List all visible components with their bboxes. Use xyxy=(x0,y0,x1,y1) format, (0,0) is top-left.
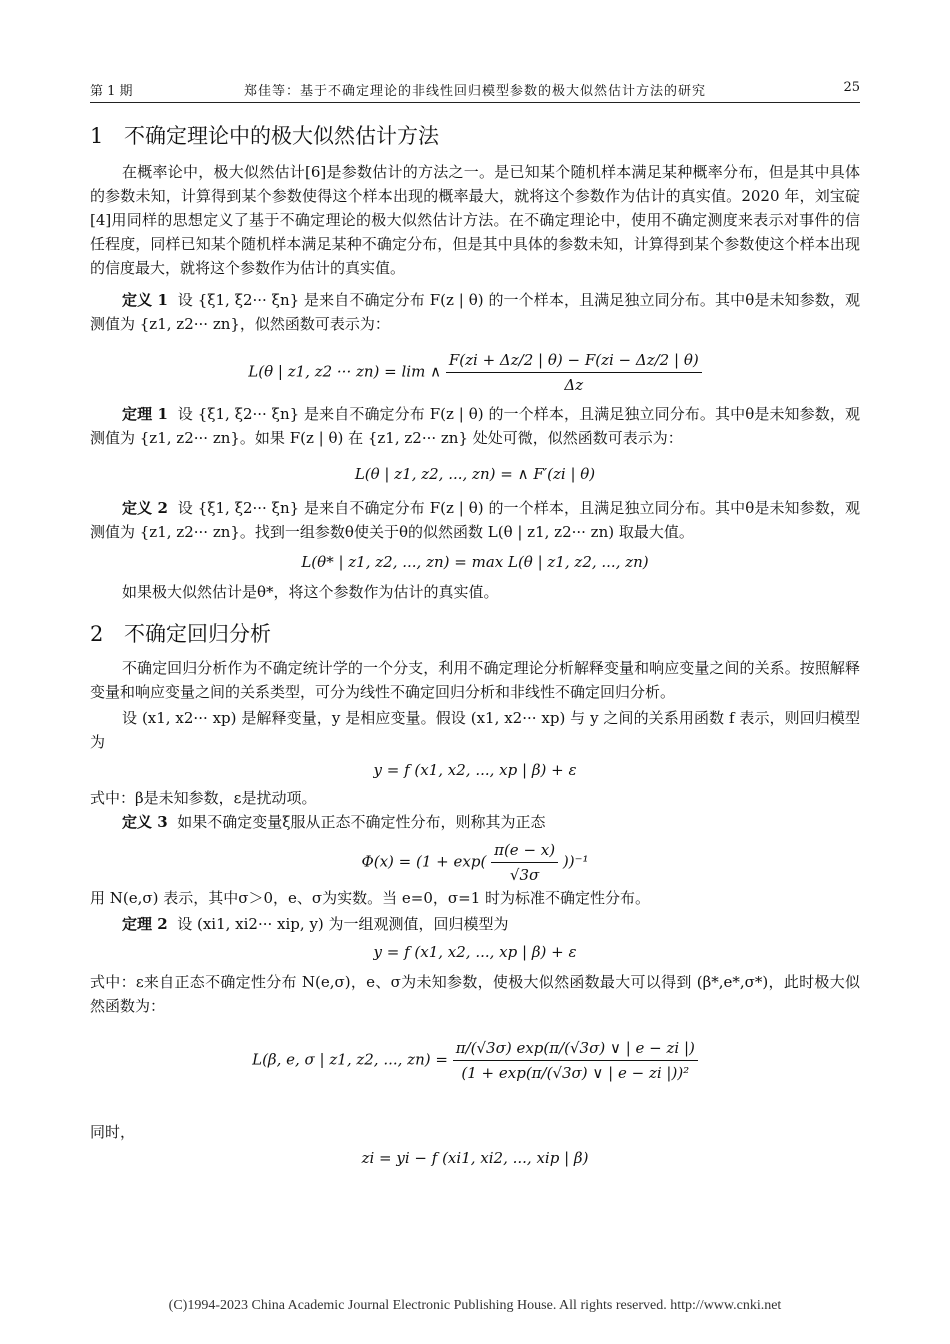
page-number: 25 xyxy=(843,80,860,95)
paragraph: 不确定回归分析作为不确定统计学的一个分支，利用不确定理论分析解释变量和响应变量之间的关系。按照解释变量和响应变量之间的关系类型，可分为线性不确定回归分析和非线性不确定回归分析。 xyxy=(90,659,860,701)
definition-label: 定义 2 xyxy=(122,499,168,517)
header-rule xyxy=(90,102,860,103)
definition-label: 定义 3 xyxy=(122,813,168,831)
section-2-heading xyxy=(90,618,271,648)
section-title: 不确定理论中的极大似然估计方法 xyxy=(124,124,439,148)
fraction xyxy=(491,838,558,887)
section-number: 1 xyxy=(90,124,104,148)
numerator: π/(√3σ) exp(π/(√3σ) ∨ | e − zi |) xyxy=(453,1036,698,1061)
equation-1 xyxy=(90,348,860,397)
equation-7 xyxy=(90,1036,860,1085)
equation-lhs: Φ(x) = (1 + exp( xyxy=(361,852,487,871)
definition-text: 设 {ξ1, ξ2··· ξn} 是来自不确定分布 F(z | θ) 的一个样本，且满足独立同分布。其中θ是未知参数，观测值为 {z1, z2··· zn}，似然函数可表示为： xyxy=(90,291,860,333)
equation-2: L(θ | z1, z2, ..., zn) = ∧ F′(zi | θ) xyxy=(354,465,596,483)
equation-4: y = f (x1, x2, ..., xp | β) + ε xyxy=(373,761,577,779)
definition-3 xyxy=(90,810,860,834)
equation-8: zi = yi − f (xi1, xi2, ..., xip | β) xyxy=(361,1149,589,1167)
denominator: Δz xyxy=(564,376,584,394)
running-header xyxy=(90,80,860,100)
theorem-2 xyxy=(90,912,860,936)
copyright-footer: (C)1994-2023 China Academic Journal Electronic Publishing House. All rights reserved. http://www.cnki.net xyxy=(168,1298,782,1313)
theorem-text: 设 {ξ1, ξ2··· ξn} 是来自不确定分布 F(z | θ) 的一个样本，且满足独立同分布。其中θ是未知参数，观测值为 {z1, z2··· zn}。如果 F(z | θ) 在 {z1, z2··· zn} 处处可微，似然函数可表示为： xyxy=(90,405,860,447)
definition-text: 设 {ξ1, ξ2··· ξn} 是来自不确定分布 F(z | θ) 的一个样本，且满足独立同分布。其中θ是未知参数，观测值为 {z1, z2··· zn}。找到一组参数θ使关于θ的似然函数 L(θ | z1, z2··· zn) 取最大值。 xyxy=(90,499,860,541)
section-title: 不确定回归分析 xyxy=(124,622,271,646)
equation-6: y = f (x1, x2, ..., xp | β) + ε xyxy=(373,943,577,961)
paragraph: 用 N(e,σ) 表示，其中σ＞0，e、σ为实数。当 e=0，σ=1 时为标准不确定性分布。 xyxy=(90,889,651,907)
paragraph: 如果极大似然估计是θ*，将这个参数作为估计的真实值。 xyxy=(122,583,499,601)
numerator: F(zi + Δz/2 | θ) − F(zi − Δz/2 | θ) xyxy=(446,348,702,373)
definition-1 xyxy=(90,288,860,336)
paragraph: 式中：ε来自正态不确定性分布 N(e,σ)，e、σ为未知参数，使极大似然函数最大可以得到 (β*,e*,σ*)，此时极大似然函数为： xyxy=(90,973,860,1015)
denominator: (1 + exp(π/(√3σ) ∨ | e − zi |))² xyxy=(461,1064,690,1082)
numerator: π(e − x) xyxy=(491,838,558,863)
theorem-label: 定理 1 xyxy=(122,405,168,423)
fraction xyxy=(446,348,702,397)
paragraph: 设 (x1, x2··· xp) 是解释变量，y 是相应变量。假设 (x1, x2··· xp) 与 y 之间的关系用函数 f 表示，则回归模型为 xyxy=(90,709,860,751)
paragraph: 在概率论中，极大似然估计[6]是参数估计的方法之一。是已知某个随机样本满足某种概率分布，但是其中具体的参数未知，计算得到某个参数使得这个样本出现的概率最大，就将这个参数作为估计的真实值。2020 年，刘宝碇[4]用同样的思想定义了基于不确定理论的极大似然估计方法。在不确定理论中，使用不确定测度来表示对事件的信任程度，同样已知某个随机样本满足某种不确定分布，但是其中具体的参数未知，计算得到某个参数使这个样本出现的信度最大，就将这个参数作为估计的真实值。 xyxy=(90,163,860,277)
section-1-heading xyxy=(90,120,439,150)
equation-lhs: L(θ | z1, z2 ··· zn) = lim ∧ xyxy=(248,362,442,381)
equation-rhs: ))⁻¹ xyxy=(562,852,589,871)
paragraph: 同时， xyxy=(90,1123,136,1141)
section-number: 2 xyxy=(90,622,104,646)
theorem-text: 设 (xi1, xi2··· xip, y) 为一组观测值，回归模型为 xyxy=(177,915,509,933)
definition-2 xyxy=(90,496,860,544)
header-title: 郑佳等：基于不确定理论的非线性回归模型参数的极大似然估计方法的研究 xyxy=(243,84,706,99)
issue-label: 第 1 期 xyxy=(90,84,133,99)
definition-label: 定义 1 xyxy=(122,291,168,309)
equation-lhs: L(β, e, σ | z1, z2, ..., zn) = xyxy=(252,1050,448,1069)
definition-text: 如果不确定变量ξ服从正态不确定性分布，则称其为正态 xyxy=(177,813,546,831)
denominator: √3σ xyxy=(509,866,540,884)
paragraph: 式中：β是未知参数，ε是扰动项。 xyxy=(90,789,317,807)
equation-3: L(θ* | z1, z2, ..., zn) = max L(θ | z1, z2, ..., zn) xyxy=(301,553,649,571)
equation-5 xyxy=(90,838,860,887)
theorem-1 xyxy=(90,402,860,450)
theorem-label: 定理 2 xyxy=(122,915,168,933)
fraction xyxy=(453,1036,698,1085)
